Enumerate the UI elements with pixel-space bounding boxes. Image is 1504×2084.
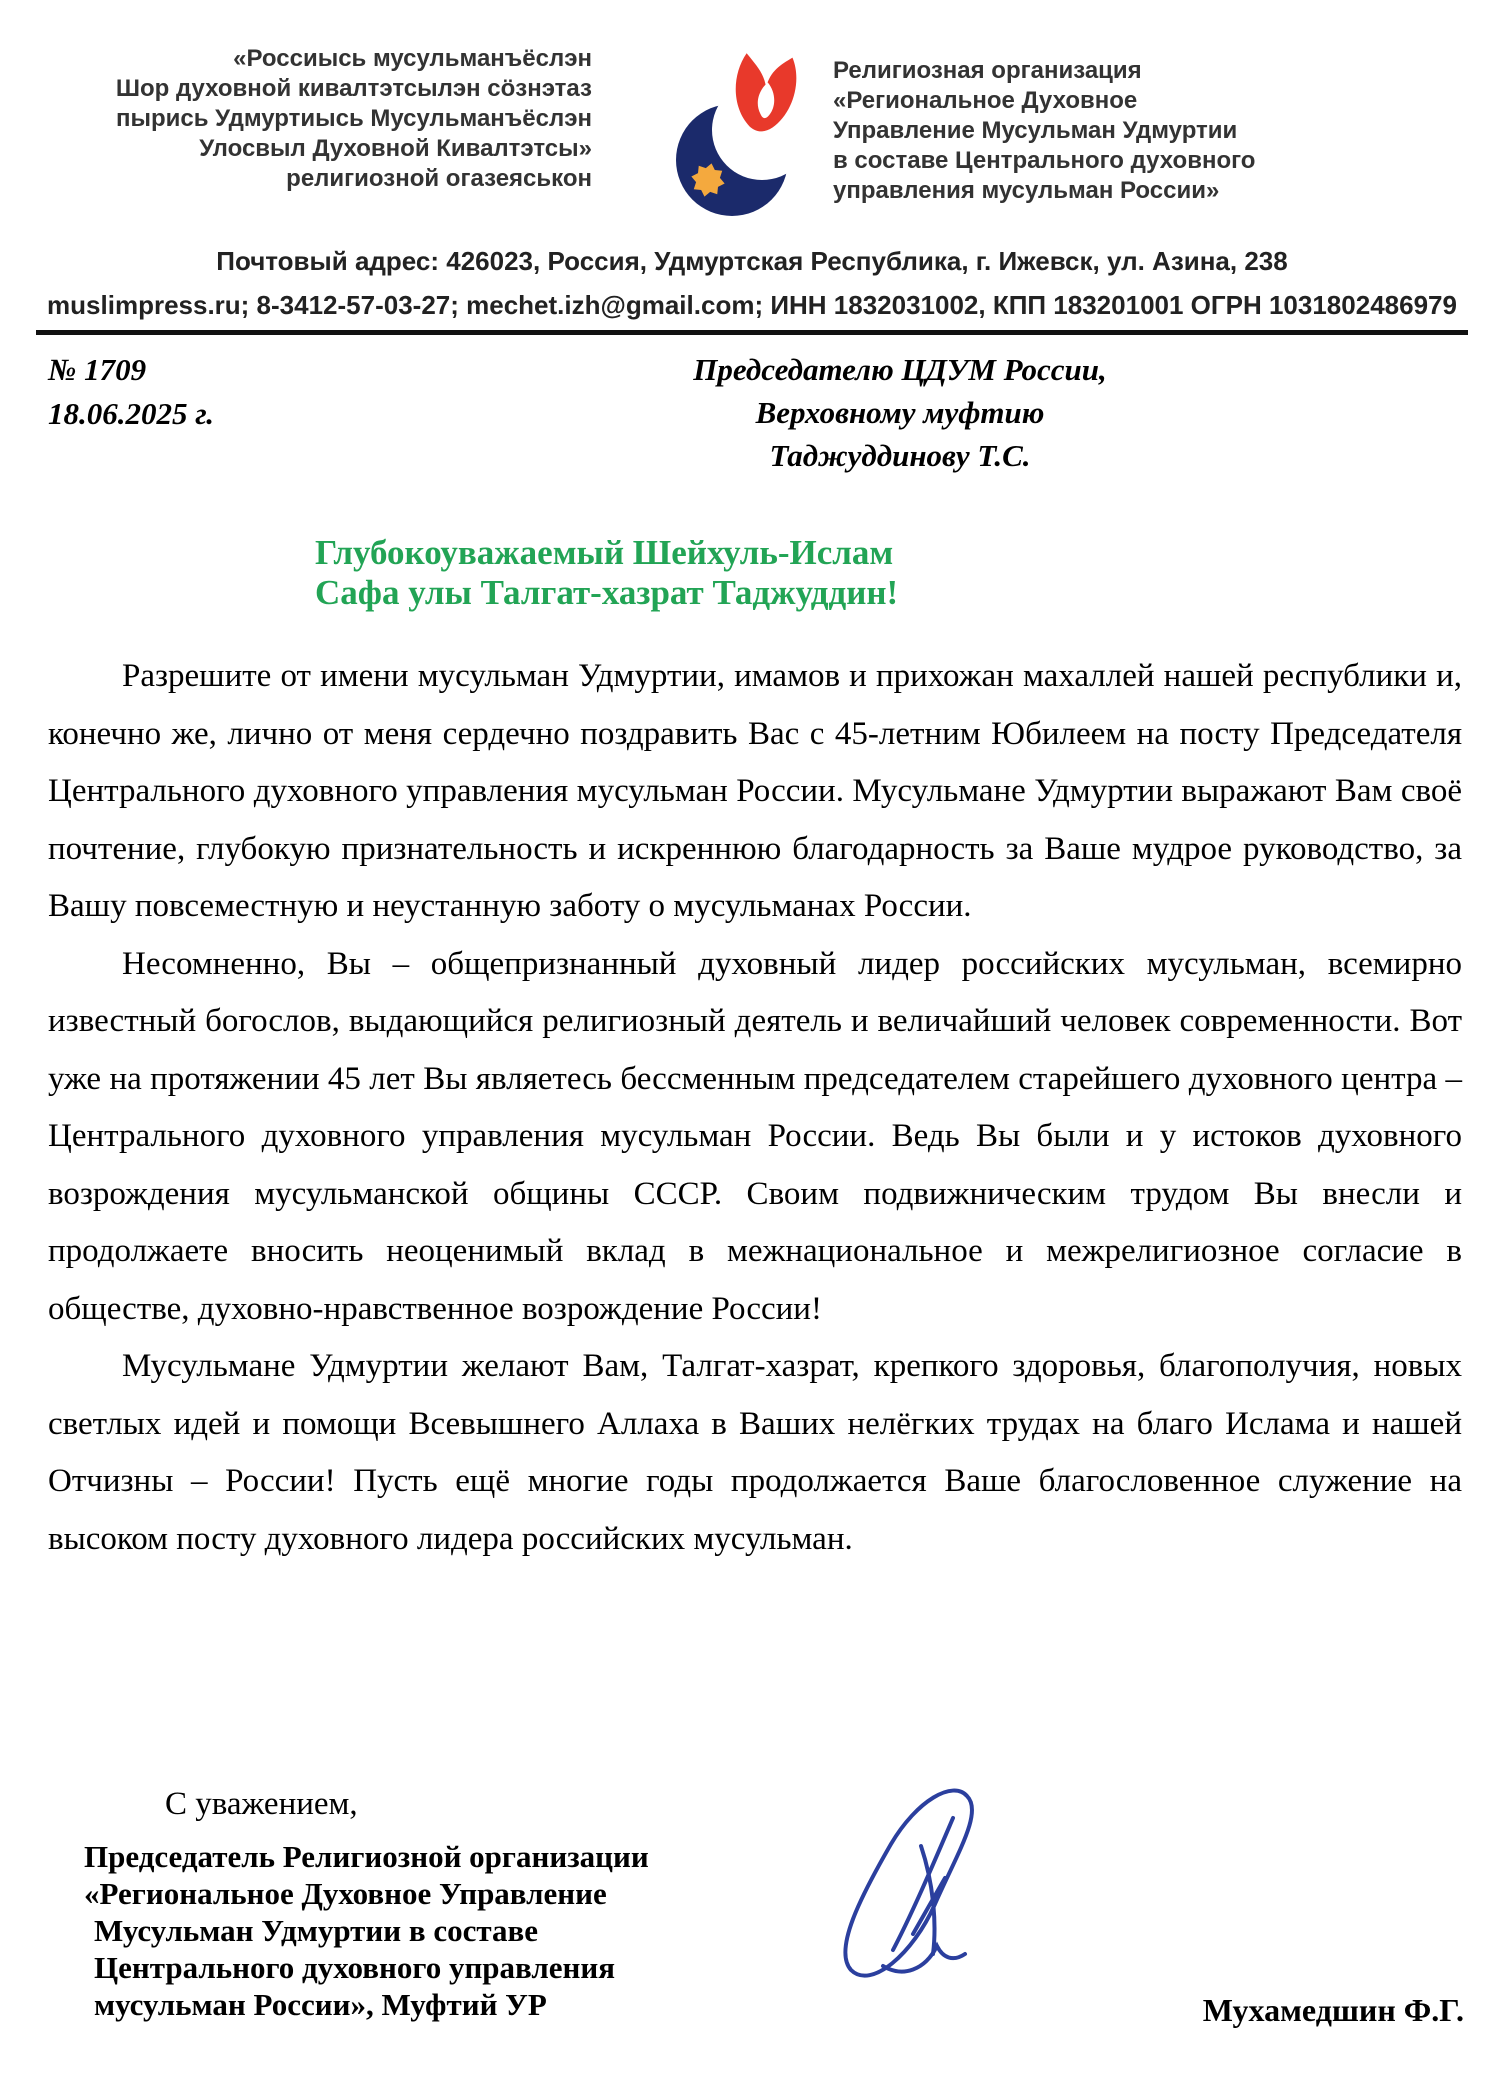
letter-date: 18.06.2025 г.	[48, 396, 215, 431]
org-name-russian-line: Управление Мусульман Удмуртии	[833, 117, 1238, 144]
org-name-udmurt-line: Улосвыл Духовной Кивалтэтсы»	[199, 135, 592, 162]
closing-regards: С уважением,	[165, 1786, 358, 1822]
addressee-line: Верховному муфтию	[755, 395, 1045, 430]
handwritten-signature-ink	[795, 1782, 1055, 1997]
postal-address: Почтовый адрес: 426023, Россия, Удмуртская Республика, г. Ижевск, ул. Азина, 238	[216, 246, 1288, 276]
org-name-udmurt-line: Шор духовной кивалтэтсылэн сӧзнэтаз	[115, 75, 592, 102]
reference-block	[48, 348, 448, 436]
addressee-block	[670, 348, 1130, 477]
org-name-russian-line: «Региональное Духовное	[833, 87, 1138, 114]
org-name-russian-line: в составе Центрального духовного	[833, 147, 1256, 174]
org-name-udmurt-line: пырись Удмуртиысь Мусульманъёслэн	[115, 105, 592, 132]
org-name-udmurt	[96, 44, 592, 194]
body-paragraph: Несомненно, Вы – общепризнанный духовный лидер российских мусульман, всемирно известный богослов, выдающийся религиозный деятель и величайший человек современности. Вот уже на протяжении 45 лет Вы являетесь бессменным председателем старейшего духовного центра – Центрального духовного управления мусульман России. Ведь Вы были и у истоков духовного возрождения мусульманской общины СССР. Своим подвижническим трудом Вы внесли и продолжаете вносить неоценимый вклад в межнациональное и межрелигиозное согласие в обществе, духовно-нравственное возрождение России!	[48, 945, 1462, 1327]
signer-title-line: Мусульман Удмуртии в составе	[94, 1913, 538, 1948]
body-paragraph: Разрешите от имени мусульман Удмуртии, имамов и прихожан махаллей нашей республики и, конечно же, лично от меня сердечно поздравить Вас с 45-летним Юбилеем на посту Председателя Центрального духовного управления мусульман России. Мусульмане Удмуртии выражают Вам своё почтение, глубокую признательность и искреннюю благодарность за Ваше мудрое руководство, за Вашу повсеместную и неустанную заботу о мусульманах России.	[48, 658, 1462, 924]
addressee-line: Председателю ЦДУМ России,	[693, 352, 1107, 387]
header-divider	[36, 330, 1468, 335]
signer-title-line: мусульман России», Муфтий УР	[94, 1987, 547, 2022]
body-paragraph: Мусульмане Удмуртии желают Вам, Талгат-хазрат, крепкого здоровья, благополучия, новых светлых идей и помощи Всевышнего Аллаха в Ваших нелёгких трудах на благо Ислама и нашей Отчизны – России! Пусть ещё многие годы продолжается Ваше благословенное служение на высоком посту духовного лидера российских мусульман.	[48, 1348, 1462, 1557]
org-name-udmurt-line: «Россиысь мусульманъёслэн	[233, 45, 592, 72]
letter-number: № 1709	[48, 352, 147, 387]
signer-name: Мухамедшин Ф.Г.	[1202, 1992, 1464, 2028]
addressee-line: Таджуддинову Т.С.	[769, 438, 1031, 473]
org-name-russian-line: управления мусульман России»	[833, 177, 1220, 204]
contacts-line: muslimpress.ru; 8-3412-57-03-27; mechet.izh@gmail.com; ИНН 1832031002, КПП 183201001 ОГРН 1031802486979	[47, 290, 1457, 320]
letter-body	[48, 648, 1462, 1568]
org-name-udmurt-line: религиозной огазеяськон	[286, 165, 592, 192]
signer-title-line: Центрального духовного управления	[94, 1950, 616, 1985]
org-name-russian-line: Религиозная организация	[833, 57, 1142, 84]
org-name-russian	[833, 56, 1313, 206]
salutation-line: Глубокоуважаемый Шейхуль-Ислам	[315, 533, 894, 572]
organization-logo	[660, 44, 820, 224]
salutation	[315, 533, 1215, 613]
signer-title-line: «Региональное Духовное Управление	[84, 1876, 607, 1911]
salutation-line: Сафа улы Талгат-хазрат Таджуддин!	[315, 573, 899, 612]
signer-title-block	[84, 1838, 734, 2023]
signer-title-line: Председатель Религиозной организации	[84, 1839, 649, 1874]
